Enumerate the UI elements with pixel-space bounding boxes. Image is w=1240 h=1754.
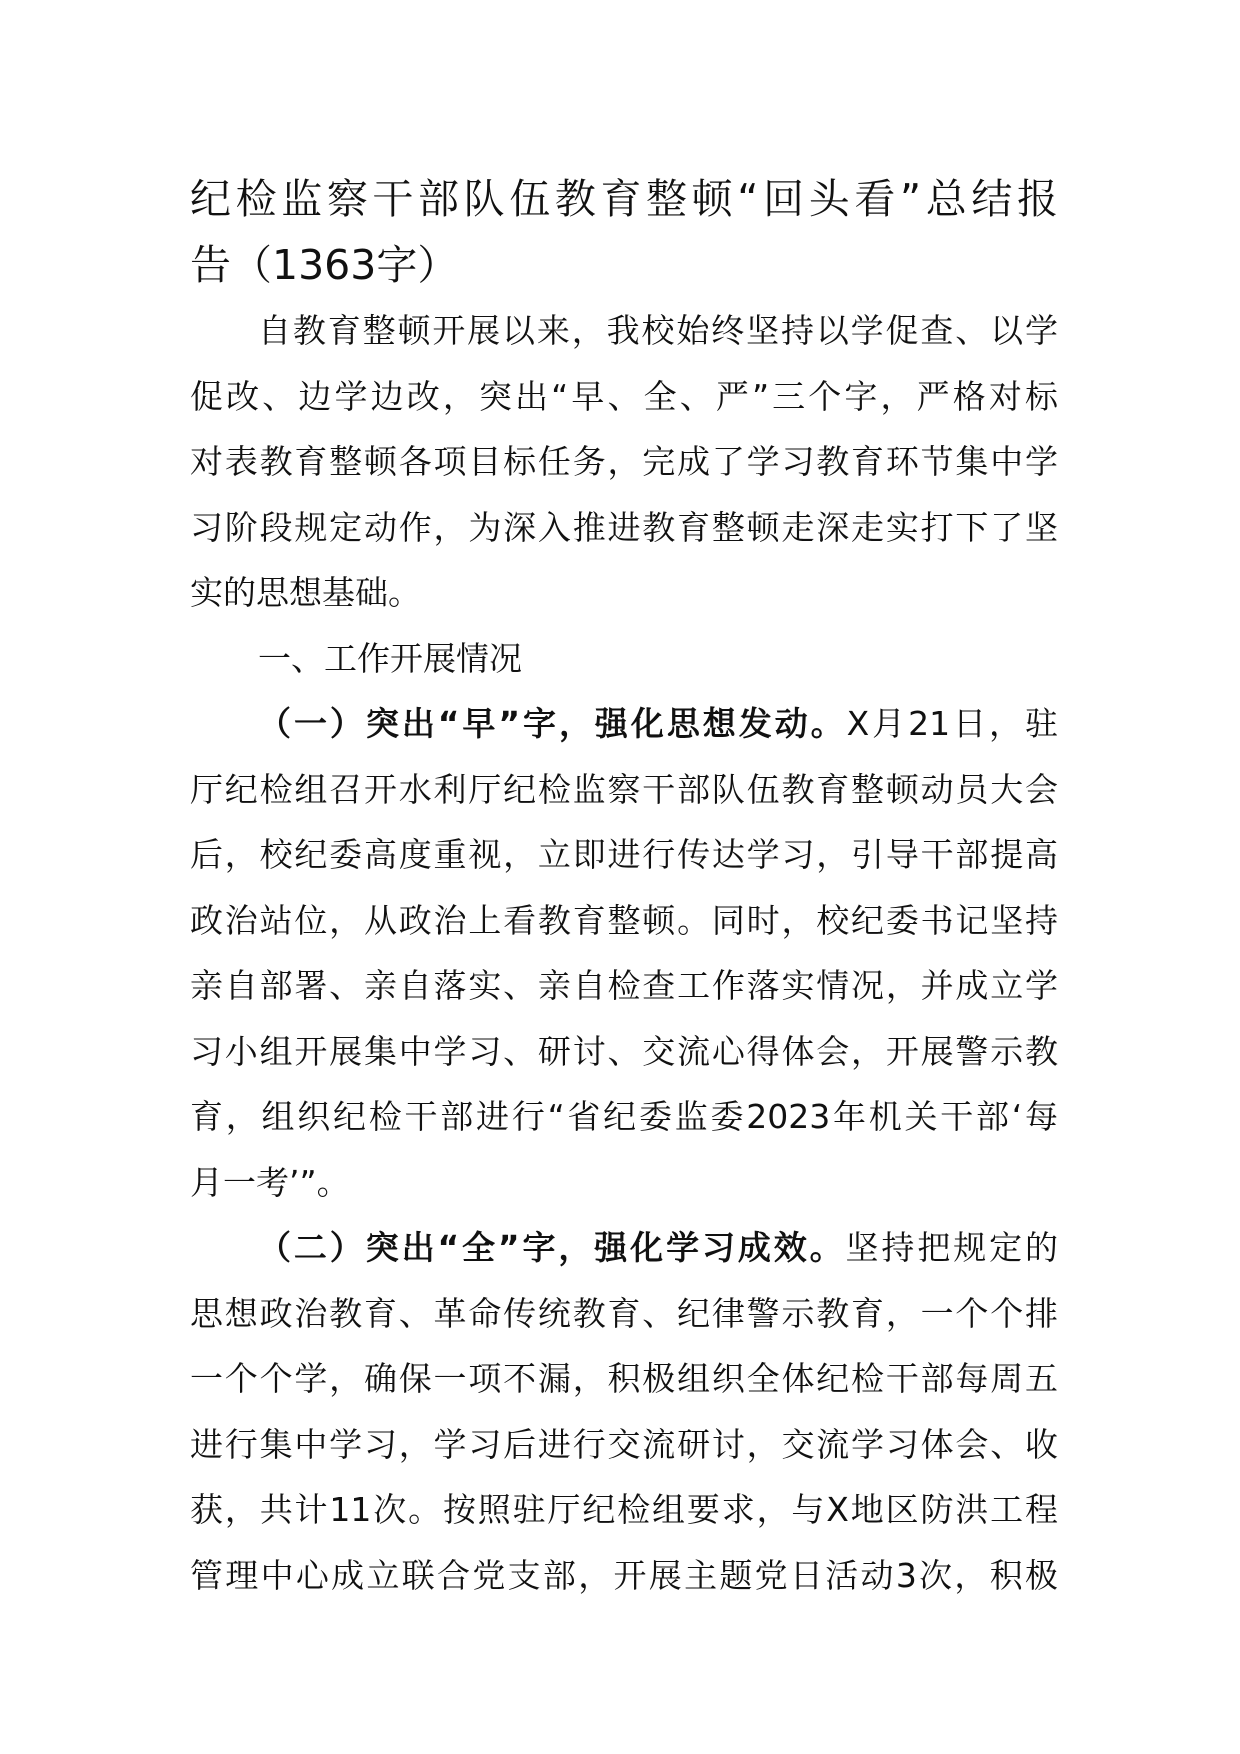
text-line	[190, 691, 1058, 757]
text-line: 后，校纪委高度重视，立即进行传达学习，引导干部提高	[190, 835, 1058, 874]
item2-heading: （二）突出“全”字，强化学习成效。	[258, 1228, 846, 1267]
text-line: 政治站位，从政治上看教育整顿。同时，校纪委书记坚持	[190, 900, 1058, 940]
text-line: 习小组开展集中学习、研讨、交流心得体会，开展警示教	[190, 1031, 1058, 1071]
intro-paragraph	[190, 298, 1058, 626]
text-line: 育，组织纪检干部进行“省纪委监委2023年机关干部‘每	[190, 1097, 1058, 1136]
text-line	[190, 1215, 1058, 1281]
text-line: 自教育整顿开展以来，我校始终坚持以学促查、以学	[258, 311, 1058, 350]
document-title	[190, 167, 1058, 298]
item1-heading: （一）突出“早”字，强化思想发动。	[258, 704, 847, 743]
text-line: 管理中心成立联合党支部，开展主题党日活动3次，积极	[190, 1555, 1058, 1595]
item2-paragraph	[190, 1215, 1058, 1608]
text-line: 实的思想基础。	[190, 573, 421, 612]
text-line: 进行集中学习，学习后进行交流研讨，交流学习体会、收	[190, 1424, 1058, 1464]
document-page	[190, 167, 1058, 1608]
section-heading: 一、工作开展情况	[258, 638, 522, 678]
title-line: 纪检监察干部队伍教育整顿“回头看”总结报	[190, 175, 1058, 223]
item1-paragraph	[190, 691, 1058, 1215]
text-line: 获，共计11次。按照驻厅纪检组要求，与X地区防洪工程	[190, 1490, 1058, 1529]
text-segment: X月21日，驻	[846, 704, 1058, 743]
text-line: 亲自部署、亲自落实、亲自检查工作落实情况，并成立学	[190, 966, 1058, 1005]
text-segment: 坚持把规定的	[845, 1228, 1058, 1267]
text-line: 对表教育整顿各项目标任务，完成了学习教育环节集中学	[190, 442, 1058, 481]
text-line: 促改、边学边改，突出“早、全、严”三个字，严格对标	[190, 376, 1058, 416]
text-line: 思想政治教育、革命传统教育、纪律警示教育，一个个排	[190, 1293, 1058, 1333]
title-line: 告（1363字）	[190, 240, 459, 289]
text-line: 厅纪检组召开水利厅纪检监察干部队伍教育整顿动员大会	[190, 769, 1058, 809]
text-line: 月一考’”。	[190, 1162, 350, 1202]
text-line: 一个个学，确保一项不漏，积极组织全体纪检干部每周五	[190, 1359, 1058, 1398]
text-line: 习阶段规定动作，为深入推进教育整顿走深走实打下了坚	[190, 507, 1058, 547]
